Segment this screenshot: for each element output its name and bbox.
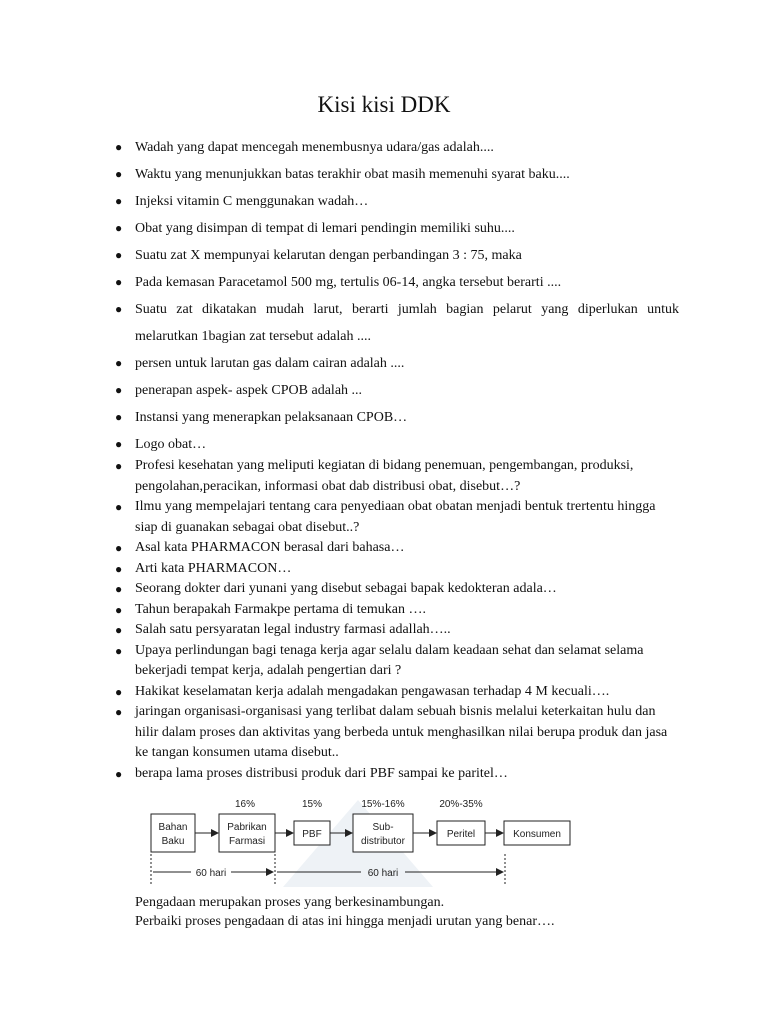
bullet-icon: ● — [115, 302, 123, 316]
bullet-icon: ● — [115, 356, 123, 370]
svg-text:Peritel: Peritel — [446, 829, 476, 840]
duration-label: 60 hari — [195, 868, 227, 879]
flow-box-sub-distributor — [353, 814, 413, 852]
svg-text:Pabrikan: Pabrikan — [227, 822, 267, 833]
list-item: ● Waktu yang menunjukkan batas terakhir obat masih memenuhi syarat baku.... — [113, 161, 679, 188]
svg-text:Bahan: Bahan — [158, 822, 188, 833]
list-item: ● Arti kata PHARMACON… — [113, 559, 679, 580]
bullet-icon: ● — [115, 275, 123, 289]
list-item: ● berapa lama proses distribusi produk dari PBF sampai ke paritel… — [113, 764, 679, 785]
bullet-icon: ● — [115, 766, 123, 781]
closing-line: Pengadaan merupakan proses yang berkesinambungan. — [135, 895, 445, 910]
question-list-1 — [113, 134, 679, 458]
svg-text:Konsumen: Konsumen — [513, 829, 561, 840]
percent-label: 15%-16% — [361, 799, 405, 810]
duration-label: 60 hari — [367, 868, 399, 879]
percent-label: 16% — [234, 799, 256, 810]
bullet-icon: ● — [115, 437, 123, 451]
bullet-icon: ● — [115, 582, 123, 596]
list-item: ● Salah satu persyaratan legal industry farmasi adallah….. — [113, 620, 679, 641]
bullet-icon: ● — [115, 684, 123, 699]
svg-text:Sub-: Sub- — [372, 822, 394, 833]
bullet-icon: ● — [115, 383, 123, 397]
svg-text:Baku: Baku — [161, 836, 185, 847]
list-item: ● persen untuk larutan gas dalam cairan adalah .... — [113, 350, 679, 377]
bullet-icon: ● — [115, 140, 123, 154]
svg-text:Farmasi: Farmasi — [228, 836, 266, 847]
list-item: ● Ilmu yang mempelajari tentang cara penyediaan obat obatan menjadi bentuk trertentu hingga siap di guanakan sebagai obat disebut..? — [115, 499, 656, 535]
percent-label: 15% — [301, 799, 323, 810]
bullet-icon: ● — [115, 602, 123, 617]
list-item: ● Hakikat keselamatan kerja adalah mengadakan pengawasan terhadap 4 M kecuali…. — [113, 682, 679, 703]
bullet-icon: ● — [115, 643, 123, 658]
list-item: ● Wadah yang dapat mencegah menembusnya udara/gas adalah.... — [113, 134, 679, 161]
svg-text:distributor: distributor — [361, 836, 405, 847]
flow-box-konsumen — [504, 821, 570, 845]
flow-box-pabrikan-farmasi — [219, 814, 275, 852]
bullet-icon: ● — [115, 194, 123, 208]
list-item: ● penerapan aspek- aspek CPOB adalah ... — [113, 377, 679, 404]
distribution-flow-diagram — [143, 792, 573, 892]
flow-box-bahan-baku — [151, 814, 195, 852]
list-item: ● Suatu zat X mempunyai kelarutan dengan perbandingan 3 : 75, maka — [113, 242, 679, 269]
question-list-2 — [113, 456, 679, 784]
page-title: Kisi kisi DDK — [317, 92, 451, 117]
bullet-icon: ● — [115, 500, 123, 514]
bullet-icon: ● — [115, 248, 123, 262]
list-item: ● Tahun berapakah Farmakpe pertama di temukan …. — [113, 600, 679, 621]
list-item: ● Upaya perlindungan bagi tenaga kerja agar selalu dalam keadaan sehat dan selamat selama bekerjadi tempat kerja, adalah pengertian dari ? — [115, 642, 644, 678]
list-item: ● Suatu zat dikatakan mudah larut, berarti jumlah bagian pelarut yang diperlukan untuk melarutkan 1bagian zat tersebut adalah .... — [113, 296, 679, 350]
list-item: ● Profesi kesehatan yang meliputi kegiatan di bidang penemuan, pengembangan, produksi, pengolahan,peracikan, informasi obat dab distribusi obat, disebut…? — [115, 458, 634, 494]
list-item: ● Instansi yang menerapkan pelaksanaan CPOB… — [113, 404, 679, 431]
svg-text:PBF: PBF — [302, 829, 322, 840]
bullet-icon: ● — [115, 561, 123, 576]
bullet-icon: ● — [115, 221, 123, 235]
closing-line: Perbaiki proses pengadaan di atas ini hingga menjadi urutan yang benar…. — [135, 914, 555, 929]
list-item: ● Asal kata PHARMACON berasal dari bahasa… — [113, 538, 679, 559]
list-item: ● Pada kemasan Paracetamol 500 mg, tertulis 06-14, angka tersebut berarti .... — [113, 269, 679, 296]
list-item: ● Logo obat… — [113, 431, 679, 458]
bullet-icon: ● — [115, 167, 123, 181]
bullet-icon: ● — [115, 410, 123, 424]
bullet-icon: ● — [115, 541, 123, 555]
bullet-icon: ● — [115, 459, 123, 473]
closing-paragraph — [135, 893, 695, 931]
list-item: ● Obat yang disimpan di tempat di lemari pendingin memiliki suhu.... — [113, 215, 679, 242]
flow-box-peritel — [437, 821, 485, 845]
flow-box-pbf — [294, 821, 330, 845]
list-item: ● Injeksi vitamin C menggunakan wadah… — [113, 188, 679, 215]
bullet-icon: ● — [115, 705, 123, 719]
bullet-icon: ● — [115, 623, 123, 637]
list-item: ● Seorang dokter dari yunani yang disebut sebagai bapak kedokteran adala… — [113, 579, 679, 600]
percent-label: 20%-35% — [439, 799, 483, 810]
list-item: ● jaringan organisasi-organisasi yang terlibat dalam sebuah bisnis melalui keterkaitan hulu dan hilir dalam proses dan aktivitas yang berbeda untuk menghasilkan nilai berupa produk dan jasa ke tangan konsumen utama disebut.. — [115, 704, 668, 760]
